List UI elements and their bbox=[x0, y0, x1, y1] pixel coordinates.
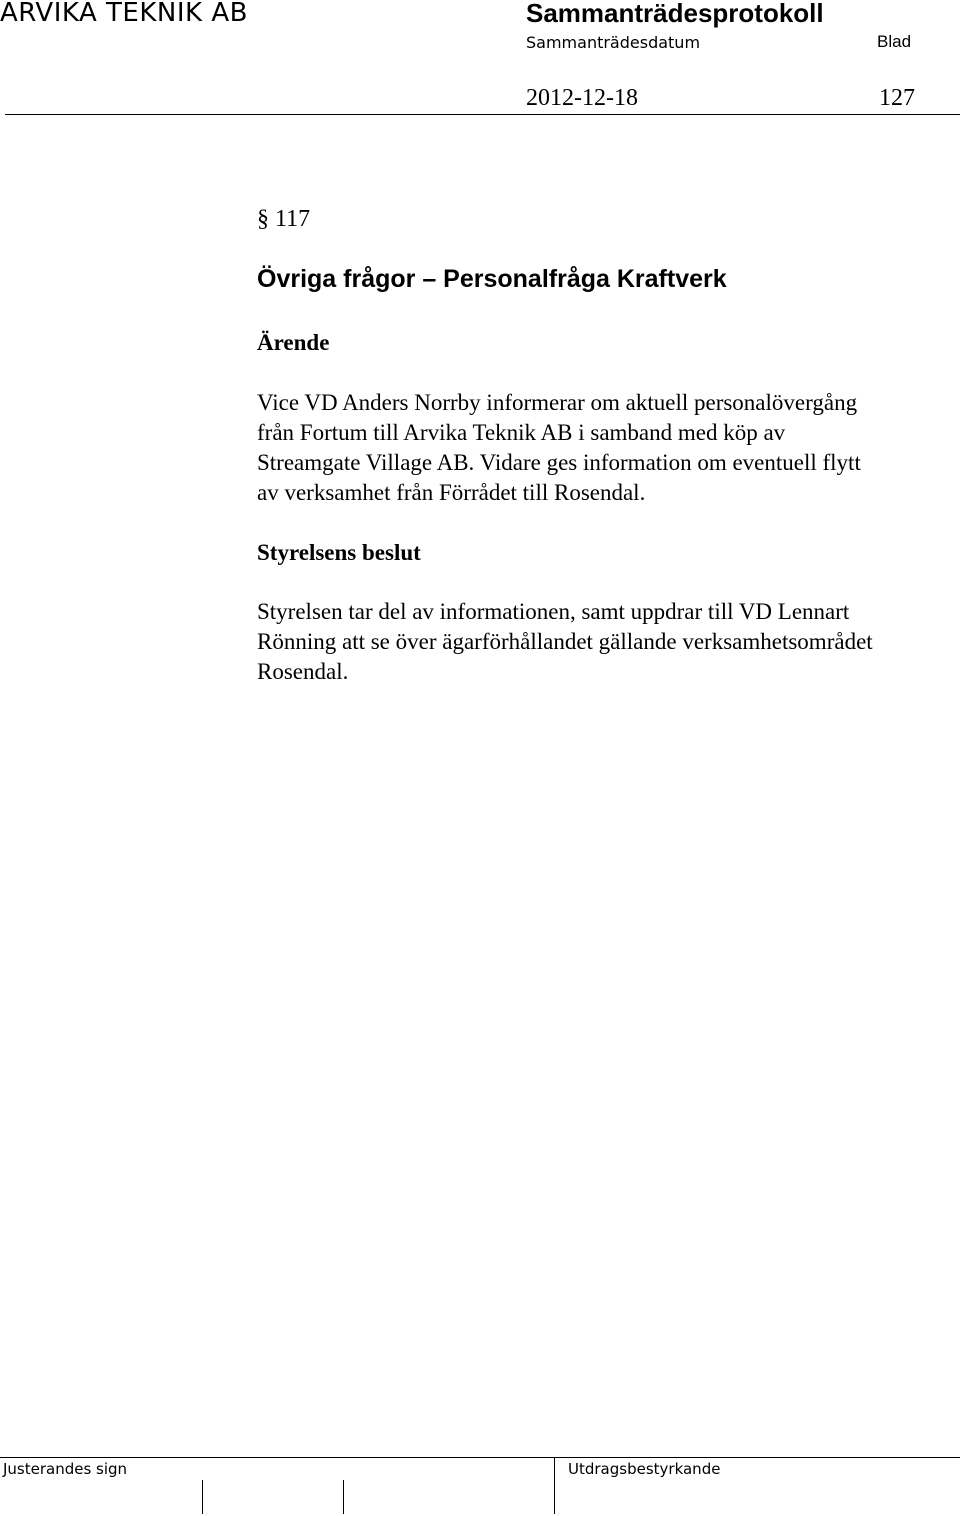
section-title: Övriga frågor – Personalfråga Kraftverk bbox=[257, 265, 727, 293]
beslut-heading: Styrelsens beslut bbox=[257, 540, 421, 565]
beslut-line: Rönning att se över ägarförhållandet gällande verksamhetsområdet bbox=[257, 629, 873, 654]
organization-name: ARVIKA TEKNIK AB bbox=[0, 0, 248, 28]
beslut-line: Rosendal. bbox=[257, 659, 349, 684]
signature-box-divider bbox=[202, 1480, 203, 1514]
arende-line: Vice VD Anders Norrby informerar om aktuell personalövergång bbox=[257, 390, 858, 415]
header-divider bbox=[5, 114, 960, 115]
arende-heading: Ärende bbox=[257, 330, 330, 355]
arende-paragraph bbox=[257, 388, 861, 508]
footer-column-divider bbox=[554, 1457, 555, 1514]
arende-line: från Fortum till Arvika Teknik AB i samband med köp av bbox=[257, 420, 786, 445]
arende-line: Streamgate Village AB. Vidare ges information om eventuell flytt bbox=[257, 450, 861, 475]
arende-line: av verksamhet från Förrådet till Rosendal. bbox=[257, 480, 646, 505]
page-label: Blad bbox=[877, 32, 912, 51]
beslut-paragraph bbox=[257, 597, 873, 687]
meeting-date-label: Sammanträdesdatum bbox=[526, 33, 701, 52]
signature-label: Justerandes sign bbox=[3, 1460, 128, 1478]
document-type: Sammanträdesprotokoll bbox=[526, 0, 824, 28]
page-number: 127 bbox=[879, 85, 915, 111]
meeting-date: 2012-12-18 bbox=[526, 85, 638, 111]
section-number: § 117 bbox=[257, 206, 311, 232]
footer-divider bbox=[0, 1457, 960, 1458]
beslut-line: Styrelsen tar del av informationen, samt uppdrar till VD Lennart bbox=[257, 599, 850, 624]
certification-label: Utdragsbestyrkande bbox=[568, 1460, 721, 1478]
signature-box-divider bbox=[343, 1480, 344, 1514]
